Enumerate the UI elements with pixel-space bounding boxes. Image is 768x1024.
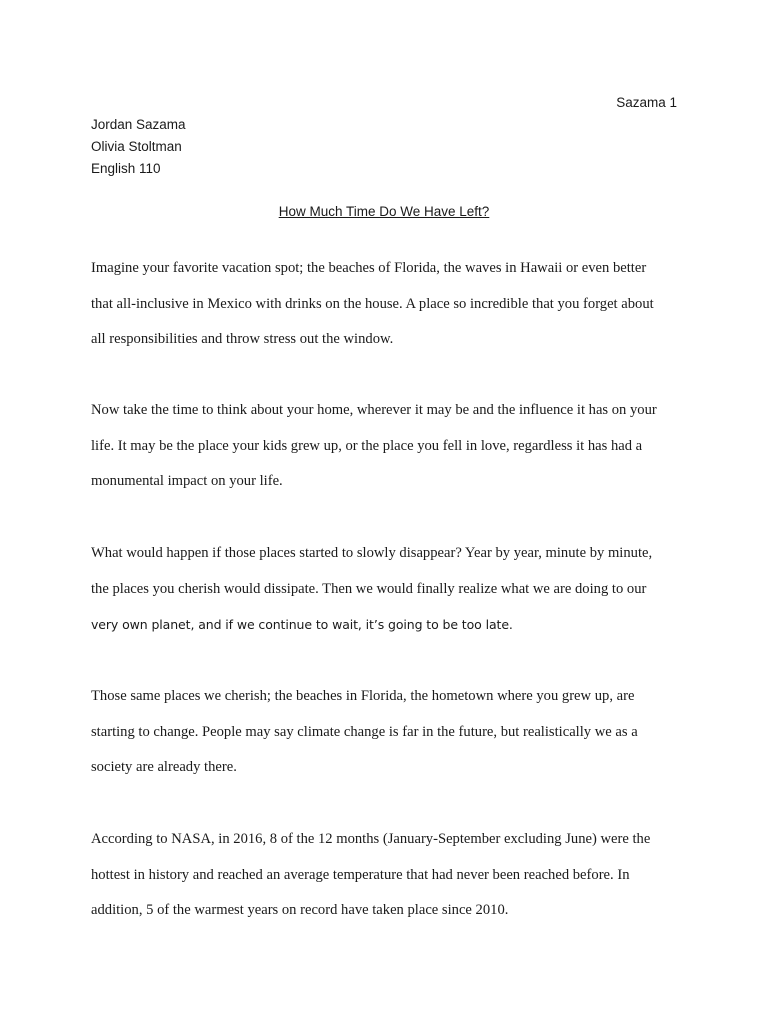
- essay-title: How Much Time Do We Have Left?: [278, 204, 490, 219]
- paragraph-1: [91, 251, 681, 358]
- paragraph-line: society are already there.: [91, 759, 237, 775]
- paragraph-line: According to NASA, in 2016, 8 of the 12 months (January-September excluding June) were the: [91, 831, 651, 847]
- paragraph-line: that all-inclusive in Mexico with drinks on the house. A place so incredible that you forget about: [91, 295, 654, 312]
- mla-heading: [91, 114, 186, 180]
- paragraph-line: addition, 5 of the warmest years on record have taken place since 2010.: [91, 902, 509, 918]
- paragraph-2: [91, 393, 681, 500]
- page-header: Sazama 1: [616, 95, 677, 110]
- paragraph-line: monumental impact on your life.: [91, 473, 283, 489]
- paragraph-line: life. It may be the place your kids grew up, or the place you fell in love, regardless it has had a: [91, 437, 643, 454]
- paragraph-line: all responsibilities and throw stress out the window.: [91, 331, 394, 347]
- paragraph-4: [91, 679, 681, 786]
- paragraph-line: Those same places we cherish; the beaches in Florida, the hometown where you grew up, are: [91, 688, 635, 704]
- course-name: English 110: [91, 161, 161, 176]
- paragraph-3: [91, 536, 681, 643]
- paragraph-line: starting to change. People may say climate change is far in the future, but realistically we as a: [91, 723, 638, 740]
- paragraph-line: very own planet, and if we continue to wait, it’s going to be too late.: [91, 617, 513, 632]
- paragraph-line: hottest in history and reached an average temperature that had never been reached before. In: [91, 866, 630, 883]
- instructor-name: Olivia Stoltman: [91, 139, 182, 154]
- paragraph-line: What would happen if those places started to slowly disappear? Year by year, minute by minute,: [91, 545, 653, 561]
- paragraph-line: Now take the time to think about your home, wherever it may be and the influence it has on your: [91, 402, 657, 418]
- paragraph-line: Imagine your favorite vacation spot; the beaches of Florida, the waves in Hawaii or even better: [91, 260, 647, 276]
- author-name: Jordan Sazama: [91, 117, 186, 132]
- paragraph-5: [91, 822, 681, 929]
- paragraph-line: the places you cherish would dissipate. Then we would finally realize what we are doing to our: [91, 580, 647, 597]
